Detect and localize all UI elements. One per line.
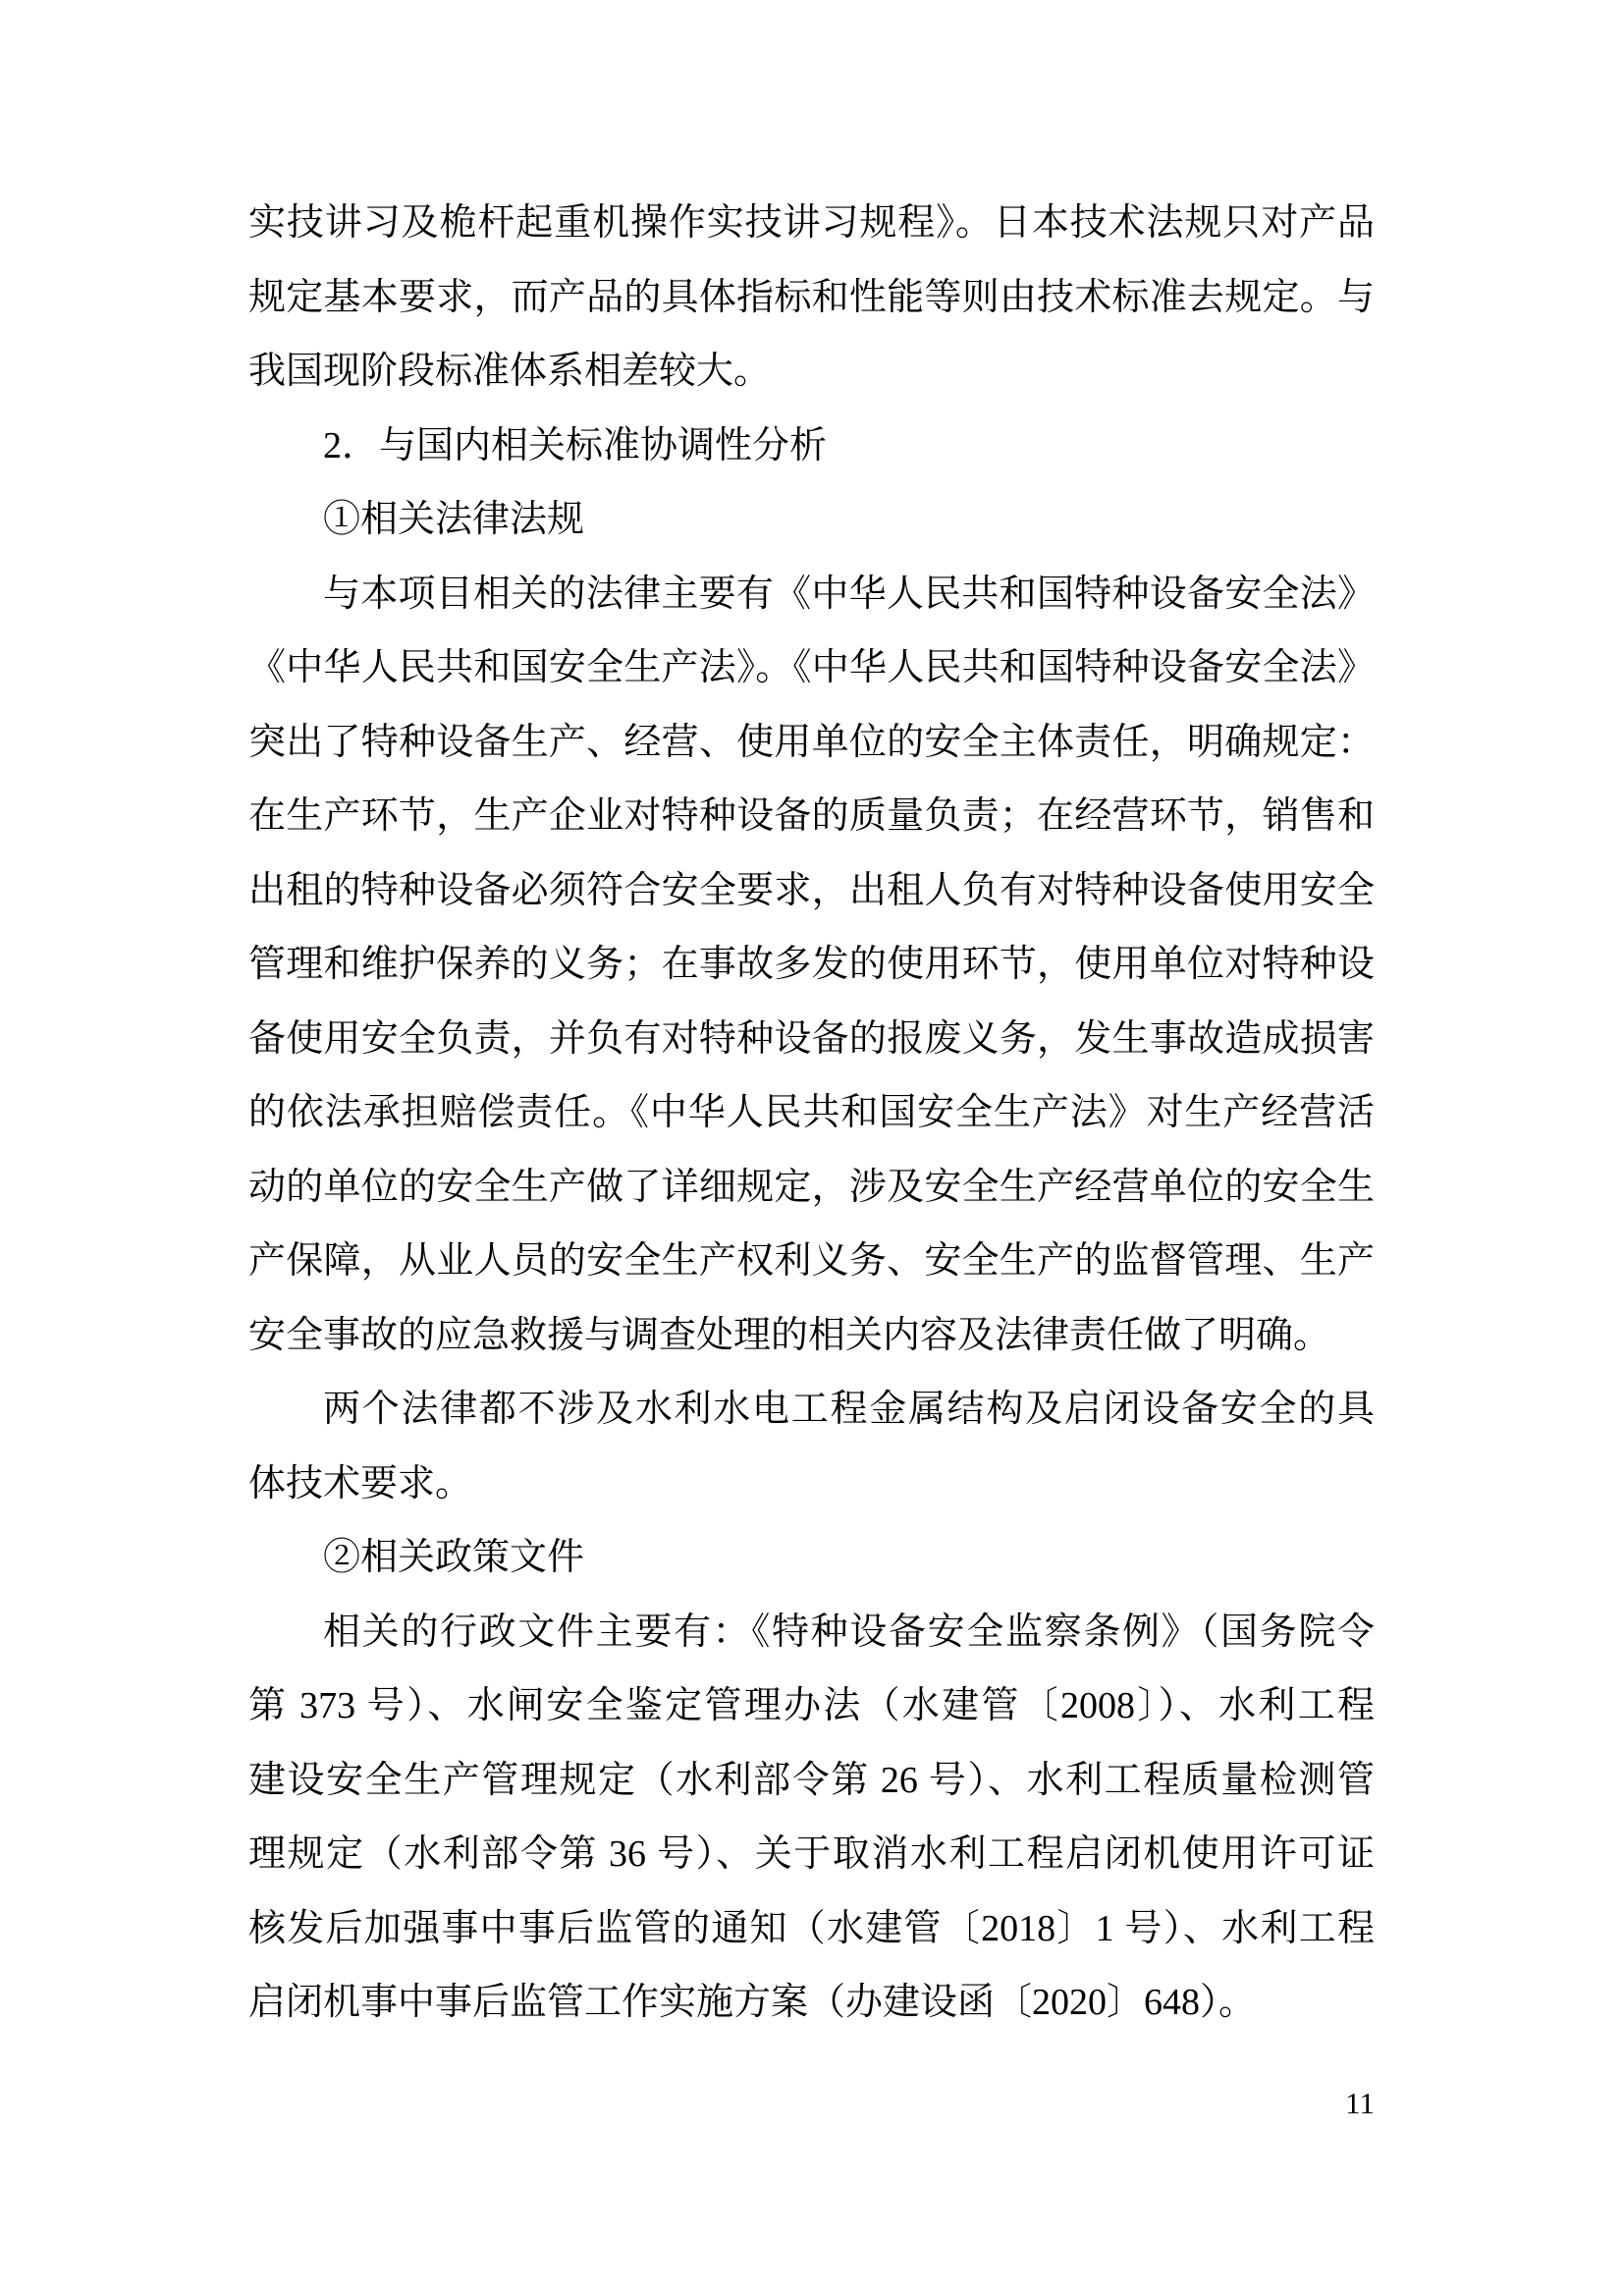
text-line: 与本项目相关的法律主要有《中华人民共和国特种设备安全法》 bbox=[323, 573, 1375, 615]
paragraph bbox=[248, 1596, 1375, 2041]
text-line: ②相关政策文件 bbox=[323, 1537, 585, 1578]
paragraph bbox=[248, 558, 1375, 1374]
text-line: 实技讲习及桅杆起重机操作实技讲习规程》。日本技术法规只对产品 bbox=[248, 202, 1375, 244]
text-line: 安全事故的应急救援与调查处理的相关内容及法律责任做了明确。 bbox=[248, 1314, 1331, 1356]
text-line: 2．与国内相关标准协调性分析 bbox=[323, 424, 828, 466]
text-line: 第 373 号）、水闸安全鉴定管理办法（水建管〔2008〕）、水利工程 bbox=[248, 1685, 1375, 1726]
text-line: 产保障，从业人员的安全生产权利义务、安全生产的监督管理、生产 bbox=[248, 1240, 1375, 1282]
paragraph bbox=[248, 1373, 1375, 1521]
text-line: 规定基本要求，而产品的具体指标和性能等则由技术标准去规定。与 bbox=[248, 276, 1375, 318]
text-line: 动的单位的安全生产做了详细规定，涉及安全生产经营单位的安全生 bbox=[248, 1166, 1375, 1208]
paragraph bbox=[248, 410, 1375, 484]
text-line: 启闭机事中事后监管工作实施方案（办建设函〔2020〕648）。 bbox=[248, 1982, 1257, 2023]
text-line: 相关的行政文件主要有：《特种设备安全监察条例》（国务院令 bbox=[323, 1611, 1375, 1653]
text-line: 突出了特种设备生产、经营、使用单位的安全主体责任，明确规定： bbox=[248, 721, 1375, 763]
text-line: 两个法律都不涉及水利水电工程金属结构及启闭设备安全的具 bbox=[323, 1389, 1375, 1430]
text-line: 建设安全生产管理规定（水利部令第 26 号）、水利工程质量检测管 bbox=[248, 1759, 1375, 1801]
text-line: 我国现阶段标准体系相差较大。 bbox=[248, 351, 772, 392]
text-line: 管理和维护保养的义务；在事故多发的使用环节，使用单位对特种设 bbox=[248, 944, 1375, 985]
text-line: 在生产环节，生产企业对特种设备的质量负责；在经营环节，销售和 bbox=[248, 795, 1375, 837]
text-line: 核发后加强事中事后监管的通知（水建管〔2018〕1 号）、水利工程 bbox=[248, 1907, 1375, 1949]
document-body bbox=[248, 187, 1375, 2041]
paragraph bbox=[248, 483, 1375, 558]
text-line: ①相关法律法规 bbox=[323, 499, 585, 540]
paragraph bbox=[248, 187, 1375, 410]
text-line: 备使用安全负责，并负有对特种设备的报废义务，发生事故造成损害 bbox=[248, 1017, 1375, 1060]
text-line: 体技术要求。 bbox=[248, 1462, 473, 1504]
page-number: 11 bbox=[1345, 2086, 1375, 2120]
text-line: 《中华人民共和国安全生产法》。《中华人民共和国特种设备安全法》 bbox=[248, 647, 1375, 688]
text-line: 理规定（水利部令第 36 号）、关于取消水利工程启闭机使用许可证 bbox=[248, 1833, 1375, 1875]
paragraph bbox=[248, 1521, 1375, 1596]
text-line: 的依法承担赔偿责任。《中华人民共和国安全生产法》对生产经营活 bbox=[248, 1092, 1375, 1133]
text-line: 出租的特种设备必须符合安全要求，出租人负有对特种设备使用安全 bbox=[248, 869, 1375, 911]
